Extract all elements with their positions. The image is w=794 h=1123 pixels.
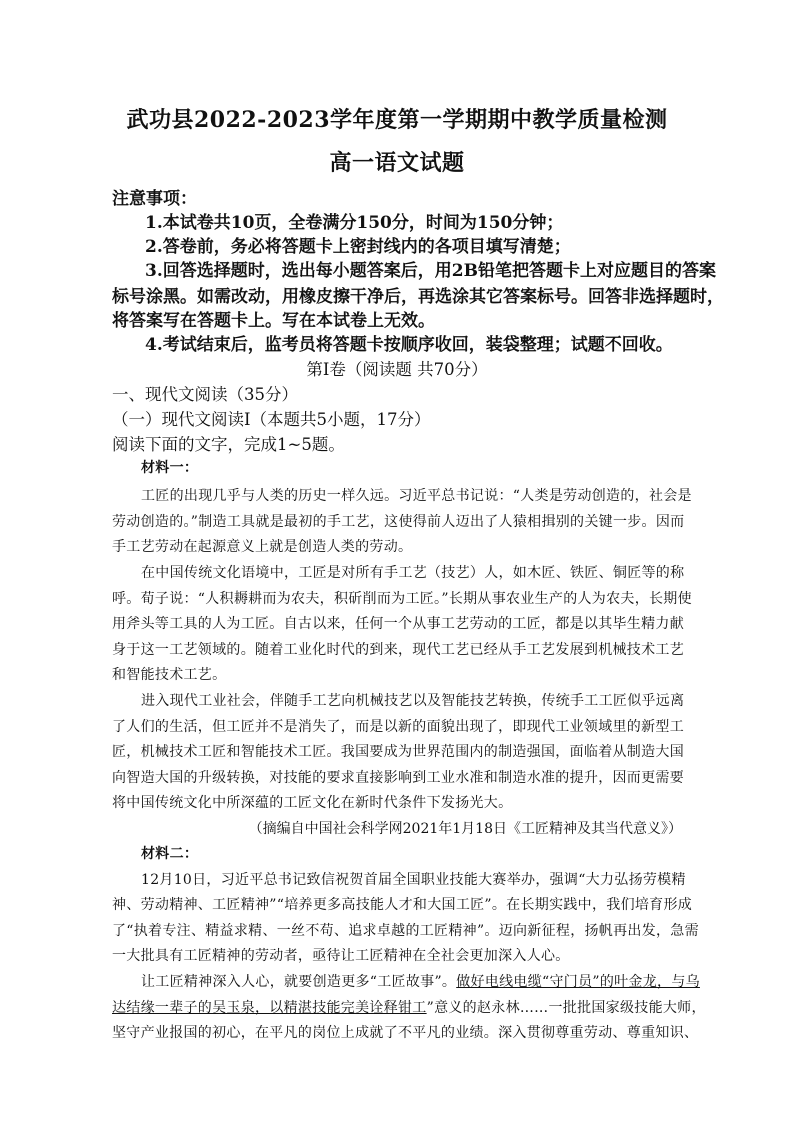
m1-line: 工匠的出现几乎与人类的历史一样久远。习近平总书记说：“人类是劳动创造的，社会是	[141, 488, 692, 504]
m2-line: 一大批具有工匠精神的劳动者，亟待让工匠精神在全社会更加深入人心。	[112, 948, 570, 964]
notice-item-3-line-3: 将答案写在答题卡上。写在本试卷上无效。	[112, 311, 435, 331]
m2-underlined-text-1: 做好电线电缆“守门员”的叶金龙，与乌	[456, 974, 700, 990]
m2-line: 神、劳动精神、工匠精神”“培养更多高技能人才和大国工匠”。在长期实践中，我们培育形成	[112, 897, 693, 913]
notice-item-4: 4.考试结束后，监考员将答题卡按顺序收回，装袋整理；试题不回收。	[145, 335, 673, 355]
section-heading: 一、现代文阅读（35分）	[112, 385, 298, 404]
part-title: 第Ⅰ卷（阅读题 共70分）	[306, 360, 488, 379]
m1-line: 在中国传统文化语境中，工匠是对所有手工艺（技艺）人，如木匠、铁匠、铜匠等的称	[141, 565, 685, 581]
material-1-source: （摘编自中国社会科学网2021年1月18日《工匠精神及其当代意义》）	[248, 821, 682, 837]
material-2-label: 材料二：	[141, 846, 199, 862]
m1-line: 身于这一工艺领域的。随着工业化时代的到来，现代工艺已经从手工艺发展到机械技术工艺	[112, 642, 684, 658]
m2-line-5	[141, 971, 700, 991]
m2-underlined-text-2: 达结缘一辈子的吴玉泉，以精湛技能完美诠释钳工	[112, 1000, 427, 1016]
reading-instruction: 阅读下面的文字，完成1~5题。	[112, 435, 345, 454]
m1-line: 劳动创造的。”制造工具就是最初的手工艺，这使得前人迈出了人猿相揖别的关键一步。因而	[112, 514, 685, 530]
notice-item-3-line-2: 标号涂黑。如需改动，用橡皮擦干净后，再选涂其它答案标号。回答非选择题时，	[112, 287, 724, 307]
notice-item-3-line-1: 3.回答选择题时，选出每小题答案后，用2B铅笔把答题卡上对应题目的答案	[145, 261, 716, 281]
m1-line: 进入现代工业社会，伴随手工艺向机械技艺以及智能技艺转换，传统手工工匠似乎远离	[141, 693, 685, 709]
m1-line: 匠，机械技术工匠和智能技术工匠。我国要成为世界范围内的制造强国，面临着从制造大国	[112, 744, 684, 760]
m2-line-7: 坚守产业报国的初心，在平凡的岗位上成就了不平凡的业绩。深入贯彻尊重劳动、尊重知识、	[112, 1025, 699, 1041]
m1-line: 手工艺劳动在起源意义上就是创造人类的劳动。	[112, 539, 413, 555]
m2-line: 了“执着专注、精益求精、一丝不苟、追求卓越的工匠精神”。迈向新征程，扬帆再出发，急需	[112, 923, 699, 939]
m1-line: 呼。荀子说：“人积耨耕而为农夫，积斫削而为工匠。”长期从事农业生产的人为农夫，长期使	[112, 591, 692, 607]
m2-line-6-tail: ”意义的赵永林……一批批国家级技能大师，	[426, 1000, 706, 1016]
material-1-label: 材料一：	[141, 460, 199, 476]
subsection-heading: （一）现代文阅读Ⅰ（本题共5小题，17分）	[112, 410, 431, 429]
m1-line: 了人们的生活，但工匠并不是消失了，而是以新的面貌出现了，即现代工业领域里的新型工	[112, 719, 684, 735]
notice-item-1: 1.本试卷共10页，全卷满分150分，时间为150分钟；	[145, 213, 564, 233]
exam-title: 武功县2022-2023学年度第一学期期中教学质量检测	[126, 107, 668, 133]
m1-line: 向智造大国的升级转换，对技能的要求直接影响到工业水准和制造水准的提升，因而更需要	[112, 770, 684, 786]
notice-item-2: 2.答卷前，务必将答题卡上密封线内的各项目填写清楚；	[145, 237, 571, 257]
notice-heading: 注意事项：	[112, 189, 197, 209]
m2-line-6	[112, 997, 706, 1017]
m1-line: 和智能技术工艺。	[112, 667, 227, 683]
m2-line-5-start: 让工匠精神深入人心，就要创造更多“工匠故事”。	[141, 974, 457, 990]
m2-line: 12月10日，习近平总书记致信祝贺首届全国职业技能大赛举办，强调“大力弘扬劳模精	[141, 872, 686, 888]
m1-line: 将中国传统文化中所深蕴的工匠文化在新时代条件下发扬光大。	[112, 795, 513, 811]
exam-subtitle: 高一语文试题	[329, 150, 465, 176]
m1-line: 用斧头等工具的人为工匠。自古以来，任何一个从事工艺劳动的工匠，都是以其毕生精力献	[112, 616, 684, 632]
